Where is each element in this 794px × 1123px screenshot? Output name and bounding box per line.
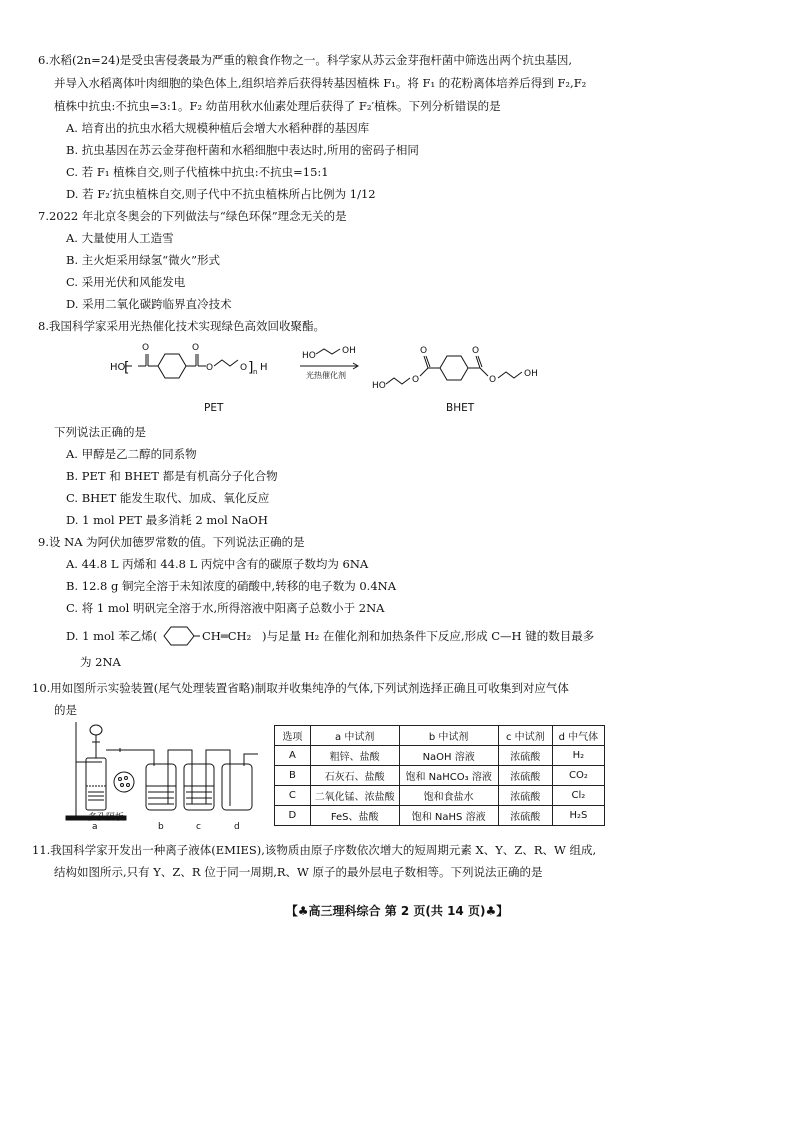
table-cell: 浓硫酸 <box>498 746 552 766</box>
table-cell: NaOH 溶液 <box>399 746 498 766</box>
q9-stem: 9.设 NA 为阿伏加德罗常数的值。下列说法正确的是 <box>38 535 305 549</box>
svg-text:O: O <box>240 363 248 373</box>
q10-stem-line1: 10.用如图所示实验装置(尾气处理装置省略)制取并收集纯净的气体,下列试剂选择正确且可收集到对应气体 <box>32 681 569 695</box>
benzene-ring-icon <box>160 624 200 648</box>
svg-text:O: O <box>192 343 200 353</box>
table-cell: Cl₂ <box>552 786 604 806</box>
q8-prompt: 下列说法正确的是 <box>54 425 146 439</box>
table-header: 选项 <box>275 726 311 746</box>
catalyst-label: 光热催化剂 <box>306 371 346 380</box>
table-cell: 浓硫酸 <box>498 766 552 786</box>
table-cell: B <box>275 766 311 786</box>
table-cell: 石灰石、盐酸 <box>310 766 399 786</box>
table-row <box>275 746 605 766</box>
table-cell: 浓硫酸 <box>498 786 552 806</box>
svg-text:O: O <box>420 346 428 356</box>
pet-label: PET <box>204 402 224 414</box>
q8-option-d: D. 1 mol PET 最多消耗 2 mol NaOH <box>66 513 268 527</box>
q10-stem-line2: 的是 <box>54 703 77 717</box>
table-header: a 中试剂 <box>310 726 399 746</box>
table-row <box>275 786 605 806</box>
svg-text:O: O <box>472 346 480 356</box>
q9-option-b: B. 12.8 g 铜完全溶于未知浓度的硝酸中,转移的电子数为 0.4NA <box>66 579 397 593</box>
q8-reaction-scheme <box>110 336 580 396</box>
q8-option-a: A. 甲醇是乙二醇的同系物 <box>66 447 197 461</box>
q9-option-d-cont: )与足量 H₂ 在催化剂和加热条件下反应,形成 C—H 键的数目最多 <box>262 629 595 643</box>
reaction-arrow <box>300 346 358 369</box>
svg-text:[: [ <box>124 360 130 376</box>
q9-styrene-group: CH═CH₂ <box>202 629 252 643</box>
svg-text:O: O <box>142 343 150 353</box>
bhet-structure <box>372 346 538 391</box>
table-cell: 饱和食盐水 <box>399 786 498 806</box>
q6-option-b: B. 抗虫基因在苏云金芽孢杆菌和水稻细胞中表达时,所用的密码子相同 <box>66 143 419 157</box>
table-cell: 饱和 NaHS 溶液 <box>399 806 498 826</box>
table-row <box>275 806 605 826</box>
table-cell: D <box>275 806 311 826</box>
q7-option-b: B. 主火炬采用绿氢“微火”形式 <box>66 253 221 267</box>
q8-option-b: B. PET 和 BHET 都是有机高分子化合物 <box>66 469 278 483</box>
svg-text:O: O <box>412 375 420 385</box>
table-cell: CO₂ <box>552 766 604 786</box>
page-footer: 【♣高三理科综合 第 2 页(共 14 页)♣】 <box>285 904 509 918</box>
apparatus-label-a: a <box>92 822 98 832</box>
svg-text:HO: HO <box>110 362 126 373</box>
q11-stem-line2: 结构如图所示,只有 Y、Z、R 位于同一周期,R、W 原子的最外层电子数相等。下列说法正确的是 <box>54 865 543 879</box>
table-header: c 中试剂 <box>498 726 552 746</box>
table-cell: H₂S <box>552 806 604 826</box>
table-cell: C <box>275 786 311 806</box>
table-cell: 饱和 NaHCO₃ 溶液 <box>399 766 498 786</box>
q6-option-d: D. 若 F₂′抗虫植株自交,则子代中不抗虫植株所占比例为 1/12 <box>66 187 376 201</box>
svg-text:O: O <box>206 363 214 373</box>
q9-option-a: A. 44.8 L 丙烯和 44.8 L 丙烷中含有的碳原子数均为 6NA <box>66 557 369 571</box>
q7-option-a: A. 大量使用人工造雪 <box>66 231 174 245</box>
q9-option-d-end: 为 2NA <box>80 655 121 669</box>
q6-stem-line3: 植株中抗虫:不抗虫=3:1。F₂ 幼苗用秋水仙素处理后获得了 F₂′植株。下列分析错误的是 <box>54 99 501 113</box>
table-cell: FeS、盐酸 <box>310 806 399 826</box>
svg-text:n: n <box>253 368 258 376</box>
table-cell: A <box>275 746 311 766</box>
porous-plate-label: 多孔隔板 <box>88 813 125 823</box>
apparatus-label-b: b <box>158 822 164 832</box>
svg-text:HO: HO <box>302 351 316 361</box>
q6-option-a: A. 培育出的抗虫水稻大规模种植后会增大水稻种群的基因库 <box>66 121 370 135</box>
table-row <box>275 766 605 786</box>
table-header-row <box>275 726 605 746</box>
svg-text:]: ] <box>248 360 254 376</box>
q7-stem: 7.2022 年北京冬奥会的下列做法与“绿色环保”理念无关的是 <box>38 209 347 223</box>
q7-option-d: D. 采用二氧化碳跨临界直冷技术 <box>66 297 232 311</box>
q6-option-c: C. 若 F₁ 植株自交,则子代植株中抗虫:不抗虫=15:1 <box>66 165 329 179</box>
q10-apparatus-diagram <box>62 718 262 833</box>
q7-option-c: C. 采用光伏和风能发电 <box>66 275 186 289</box>
svg-text:O: O <box>489 375 497 385</box>
q6-stem-line1: 6.水稻(2n=24)是受虫害侵袭最为严重的粮食作物之一。科学家从苏云金芽孢杆菌中筛选出两个抗虫基因, <box>38 53 573 67</box>
q10-options-table <box>274 725 605 826</box>
table-cell: H₂ <box>552 746 604 766</box>
table-cell: 二氧化锰、浓盐酸 <box>310 786 399 806</box>
svg-text:HO: HO <box>372 381 386 391</box>
pet-structure <box>110 343 268 378</box>
svg-text:OH: OH <box>524 369 538 379</box>
bhet-label: BHET <box>446 402 475 414</box>
q8-option-c: C. BHET 能发生取代、加成、氧化反应 <box>66 491 270 505</box>
apparatus-label-d: d <box>234 822 240 832</box>
apparatus-label-c: c <box>196 822 201 832</box>
table-cell: 浓硫酸 <box>498 806 552 826</box>
q9-option-d-start: D. 1 mol 苯乙烯( <box>66 629 158 643</box>
svg-text:H: H <box>260 362 268 373</box>
table-cell: 粗锌、盐酸 <box>310 746 399 766</box>
q9-option-c: C. 将 1 mol 明矾完全溶于水,所得溶液中阳离子总数小于 2NA <box>66 601 385 615</box>
svg-text:OH: OH <box>342 346 356 356</box>
q8-stem: 8.我国科学家采用光热催化技术实现绿色高效回收聚酯。 <box>38 319 325 333</box>
table-header: b 中试剂 <box>399 726 498 746</box>
q6-stem-line2: 并导入水稻离体叶肉细胞的染色体上,组织培养后获得转基因植株 F₁。将 F₁ 的花粉离体培养后得到 F₂,F₂ <box>54 76 587 90</box>
q11-stem-line1: 11.我国科学家开发出一种离子液体(EMIES),该物质由原子序数依次增大的短周期元素 X、Y、Z、R、W 组成, <box>32 843 597 857</box>
table-header: d 中气体 <box>552 726 604 746</box>
